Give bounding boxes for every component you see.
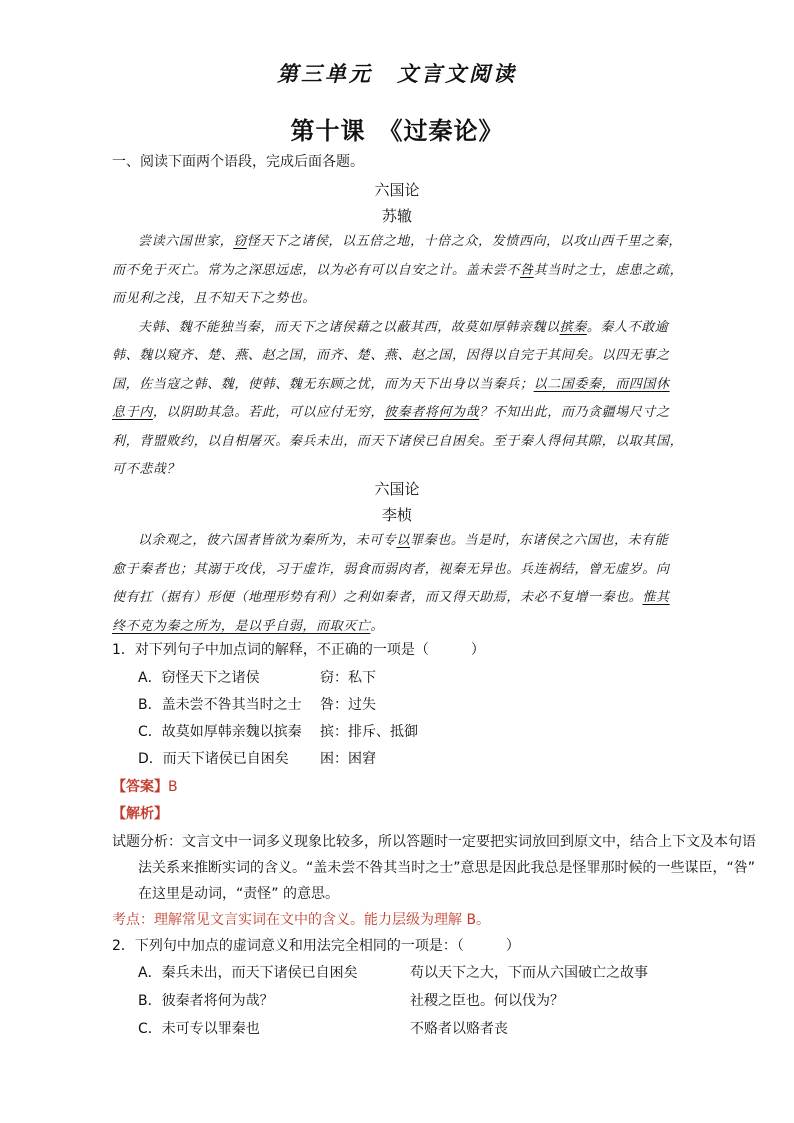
passage-text: 韩、魏以窥齐、楚、燕、赵之国，而齐、楚、燕、赵之国，因得以自完于其间矣。以四无事之 <box>112 348 670 363</box>
passage-text: 。 <box>370 618 385 634</box>
q2-stem: 2．下列句中加点的虚词意义和用法完全相同的一项是：（ ） <box>112 938 520 954</box>
q1-option: D．而天下诸侯已自困矣 <box>138 751 289 767</box>
analysis-line-3: 在这里是动词，“责怪” 的意思。 <box>138 886 339 902</box>
passage1-title: 六国论 <box>374 181 420 199</box>
section-heading: 一、阅读下面两个语段，完成后面各题。 <box>112 154 364 170</box>
analysis-line-2: 法关系来推断实词的含义。“盖未尝不咎其当时之士”意思是因此我总是怪罪那时候的一些谋臣，“咎” <box>138 860 756 876</box>
passage-text: 。秦人不敢逾 <box>586 319 669 335</box>
unit-title: 第三单元 文言文阅读 <box>277 61 517 86</box>
passage2-line <box>112 617 384 637</box>
passage2-line <box>138 531 668 551</box>
passage1-line <box>112 460 180 480</box>
q2-option-right: 苟以天下之大，下而从六国破亡之故事 <box>410 965 648 981</box>
passage-text: 使有扛（据有）形便（地理形势有利）之利如秦者，而又得天助焉，未必不复增一秦也。 <box>112 590 643 605</box>
passage-text: 而不免于灭亡。常为之深思远虑，以为必有可以自安之计。盖未尝不 <box>112 262 521 278</box>
passage-text: 可不悲哉？ <box>112 462 181 477</box>
passage1-line <box>112 261 683 281</box>
q2-option-left: B．彼秦者将何为哉？ <box>138 993 274 1009</box>
analysis-tag: 【解析】 <box>112 806 168 822</box>
passage1-line <box>138 232 682 252</box>
passage-text: ？不知出此，而乃贪疆埸尺寸之 <box>479 405 670 420</box>
q1-option-gloss: 窃：私下 <box>320 670 376 686</box>
passage-text: 利，背盟败约，以自相屠灭。秦兵未出，而天下诸侯已自困矣。至于秦人得伺其隙，以取其国， <box>112 433 684 449</box>
underlined-text: 惟其 <box>642 590 670 605</box>
q2-option-right: 社稷之臣也。何以伐为？ <box>410 993 564 1009</box>
q2-option-left: A．秦兵未出，而天下诸侯已自困矣 <box>138 965 358 981</box>
q1-option: B．盖未尝不咎其当时之士 <box>138 697 302 713</box>
passage1-author: 苏辙 <box>381 207 412 225</box>
passage-text: 尝读六国世家， <box>138 234 234 249</box>
q2-option-left: C．未可专以罪秦也 <box>138 1021 260 1037</box>
passage1-line <box>112 375 670 395</box>
passage-text: 国，佐当寇之韩、魏，使韩、魏无东顾之忧，而为天下出身以当秦兵； <box>112 376 534 392</box>
underlined-text: 摈秦 <box>559 319 587 335</box>
underlined-text: 窃 <box>233 234 247 249</box>
underlined-text: 以 <box>396 533 411 548</box>
q1-option: C．故莫如厚韩亲魏以摈秦 <box>138 724 302 740</box>
q1-option-gloss: 困：困窘 <box>320 751 376 767</box>
q1-option-gloss: 咎：过失 <box>320 697 376 713</box>
passage2-author: 李桢 <box>381 506 412 524</box>
passage2-line <box>112 588 670 608</box>
passage1-line <box>112 346 670 366</box>
passage2-title: 六国论 <box>374 480 420 498</box>
underlined-text: 彼秦者将何为哉 <box>384 405 480 420</box>
passage-text: 罪秦也。当是时，东诸侯之六国也，未有能 <box>410 533 669 548</box>
q1-answer <box>112 777 178 797</box>
underlined-text: 终不克为秦之所为，是以乎自弱，而取灭亡 <box>112 618 371 634</box>
passage-text: 而见利之浅，且不知天下之势也。 <box>112 291 317 306</box>
passage-text: 夫韩、魏不能独当秦，而天下之诸侯藉之以蔽其西，故莫如厚韩亲魏以 <box>138 319 560 335</box>
q1-stem: 1．对下列句子中加点词的解释，不正确的一项是（ ） <box>112 642 485 658</box>
passage-text: 其当时之士，虑患之疏， <box>533 262 684 278</box>
q1-option-gloss: 摈：排斥、抵御 <box>320 724 418 740</box>
passage-text: ，以阴助其急。若此，可以应付无穷， <box>152 405 385 420</box>
lesson-title: 第十课 《过秦论》 <box>290 116 504 145</box>
passage1-line <box>112 403 670 423</box>
answer-tag: 【答案】 <box>112 779 168 795</box>
passage1-line <box>138 318 668 338</box>
passage-text: 怪天下之诸侯，以五倍之地，十倍之众，发愤西向，以攻山西千里之秦， <box>246 234 683 249</box>
analysis-line-1: 试题分析：文言文中一词多义现象比较多，所以答题时一定要把实词放回到原文中，结合上下文及本句语 <box>112 834 756 850</box>
underlined-text: 以二国委秦，而四国休 <box>533 376 670 392</box>
q2-option-right: 不赂者以赂者丧 <box>410 1021 508 1037</box>
passage1-line <box>112 289 316 309</box>
q1-option: A．窃怪天下之诸侯 <box>138 670 260 686</box>
underlined-text: 息于内 <box>112 405 153 420</box>
passage2-line <box>112 560 670 580</box>
passage-text: 以余观之，彼六国者皆欲为秦所为，未可专 <box>138 533 397 548</box>
passage-text: 愈于秦者也；其溺于攻伐，习于虚诈，弱食而弱肉者，视秦无异也。兵连祸结，曾无虚岁。向 <box>112 561 670 577</box>
answer-value: B <box>168 779 178 795</box>
underlined-text: 咎 <box>520 262 534 278</box>
kaodian-note: 考点：理解常见文言实词在文中的含义。能力层级为理解 B。 <box>112 912 491 928</box>
passage1-line <box>112 432 683 452</box>
